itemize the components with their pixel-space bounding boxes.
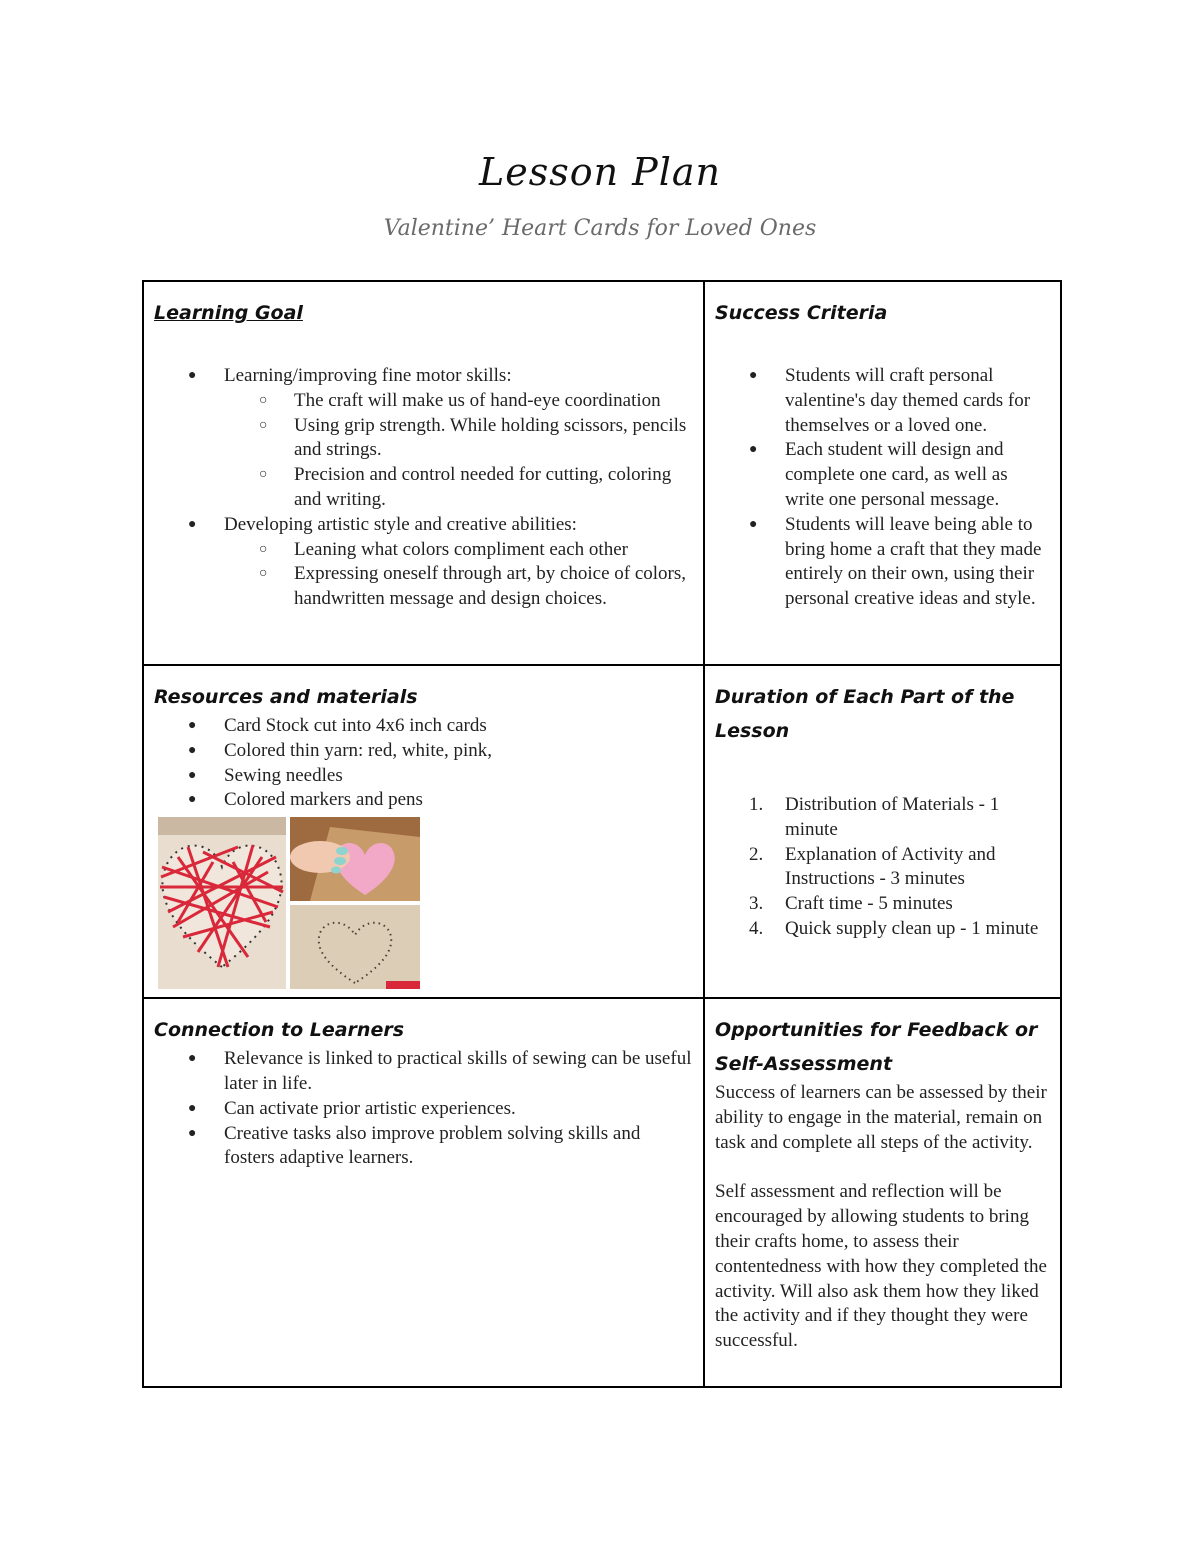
feedback-cell bbox=[704, 998, 1061, 1387]
sub-list-item: ○ Precision and control needed for cutting, coloring and writing. bbox=[224, 463, 693, 513]
sub-list-item: ○ Expressing oneself through art, by choice of colors, handwritten message and design choices. bbox=[224, 562, 693, 612]
duration-cell bbox=[704, 665, 1061, 998]
learning-goal-heading: Learning Goal bbox=[154, 302, 303, 324]
dotted-heart-photo bbox=[290, 905, 420, 989]
list-item: 4. Quick supply clean up - 1 minute bbox=[749, 917, 1039, 939]
list-item: ● Colored markers and pens bbox=[154, 788, 693, 813]
page-title: Lesson Plan bbox=[478, 150, 721, 194]
pink-heart-photo bbox=[290, 817, 420, 901]
connection-list bbox=[154, 1047, 693, 1171]
list-item: ● Colored thin yarn: red, white, pink, bbox=[154, 739, 693, 764]
sub-list-item: ○ Using grip strength. While holding scissors, pencils and strings. bbox=[224, 414, 693, 464]
learning-goal-list bbox=[154, 364, 693, 612]
resources-heading: Resources and materials bbox=[154, 686, 418, 708]
resources-cell bbox=[143, 665, 704, 998]
success-criteria-cell bbox=[704, 281, 1061, 665]
connection-cell bbox=[143, 998, 704, 1387]
duration-heading: Duration of Each Part of the Lesson bbox=[715, 686, 1015, 742]
resources-list bbox=[154, 714, 693, 813]
learning-goal-cell bbox=[143, 281, 704, 665]
list-item: ● Students will leave being able to bring home a craft that they made entirely on their own, using their personal creative ideas and style. bbox=[715, 513, 1050, 612]
success-criteria-list bbox=[715, 364, 1050, 612]
list-item: 2. Explanation of Activity and Instructions - 3 minutes bbox=[749, 843, 996, 890]
list-item: ● Creative tasks also improve problem solving skills and fosters adaptive learners. bbox=[154, 1122, 693, 1172]
feedback-paragraph: Self assessment and reflection will be encouraged by allowing students to bring their crafts home, to assess their contentedness with how they completed the activity. Will also ask them how they liked the activity and if they thought they were successful. bbox=[715, 1181, 1047, 1352]
list-item: ● Can activate prior artistic experiences. bbox=[154, 1097, 693, 1122]
list-item: ● Students will craft personal valentine's day themed cards for themselves or a loved one. bbox=[715, 364, 1050, 438]
duration-list bbox=[715, 793, 1050, 942]
connection-heading: Connection to Learners bbox=[154, 1019, 405, 1042]
list-item: ● Relevance is linked to practical skills of sewing can be useful later in life. bbox=[154, 1047, 693, 1097]
list-item: ● Card Stock cut into 4x6 inch cards bbox=[154, 714, 693, 739]
lesson-plan-table bbox=[142, 280, 1062, 1388]
list-item: ● Sewing needles bbox=[154, 764, 693, 789]
page-subtitle: Valentine’ Heart Cards for Loved Ones bbox=[383, 216, 817, 241]
list-item: ● Each student will design and complete one card, as well as write one personal message. bbox=[715, 438, 1050, 512]
feedback-paragraph: Success of learners can be assessed by their ability to engage in the material, remain on task and complete all steps of the activity. bbox=[715, 1082, 1047, 1153]
list-item: 3. Craft time - 5 minutes bbox=[749, 893, 953, 915]
list-item: ● Developing artistic style and creative abilities: ○ Leaning what colors compliment each other ○ Expressing oneself through art, by choice of colors, handwritten message and design choices. bbox=[154, 513, 693, 612]
craft-photo-collage bbox=[158, 817, 422, 989]
sub-list-item: ○ The craft will make us of hand-eye coordination bbox=[224, 389, 693, 414]
sub-list-item: ○ Leaning what colors compliment each other bbox=[224, 538, 693, 563]
list-item: ● Learning/improving fine motor skills: ○ The craft will make us of hand-eye coordination ○ Using grip strength. While holding scissors, pencils and strings. ○ Precision and control needed for cutting, coloring and writing. bbox=[154, 364, 693, 513]
yarn-heart-photo bbox=[158, 817, 286, 989]
success-criteria-heading: Success Criteria bbox=[715, 302, 888, 324]
list-item: 1. Distribution of Materials - 1 minute bbox=[749, 794, 1000, 840]
feedback-heading: Opportunities for Feedback or Self-Assessment bbox=[715, 1019, 1038, 1076]
